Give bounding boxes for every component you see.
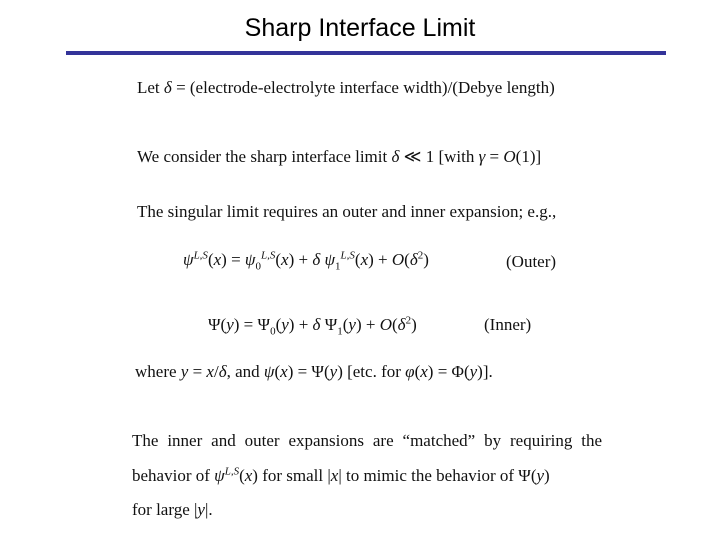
matching-paragraph-line-1: The inner and outer expansions are “matched” by requiring the xyxy=(132,431,602,450)
title-rule xyxy=(66,51,666,55)
outer-label: (Outer) xyxy=(506,252,557,271)
definition-line: Let δ = (electrode-electrolyte interface width)/(Debye length) xyxy=(137,78,555,97)
variable-definition-line: where y = x/δ, and ψ(x) = Ψ(y) [etc. for φ(x) = Φ(y)]. xyxy=(135,362,493,381)
slide-title: Sharp Interface Limit xyxy=(244,14,476,42)
outer-expansion-equation: $\psi^{L,S}(x) = \psi_0^{L,S}(x) + \delta$ $\psi_1^{L,S}(x) + O(\delta^2)$ xyxy=(183,249,429,273)
expansion-intro-line: The singular limit requires an outer and inner expansion; e.g., xyxy=(137,202,557,221)
matching-paragraph-line-2: behavior of $\psi^{L,S}(x)$ for small |x| to mimic the behavior of Ψ(y) xyxy=(132,465,550,485)
sharp-limit-line: We consider the sharp interface limit δ ≪ 1 [with γ = O(1)] xyxy=(137,147,542,166)
matching-paragraph-line-3: for large |y|. xyxy=(132,500,213,519)
inner-expansion-equation: $\Psi(y) = \Psi_0(y) + \delta$ $\Psi_1(y) + O(\delta^2)$ xyxy=(208,314,417,338)
inner-label: (Inner) xyxy=(484,315,532,334)
